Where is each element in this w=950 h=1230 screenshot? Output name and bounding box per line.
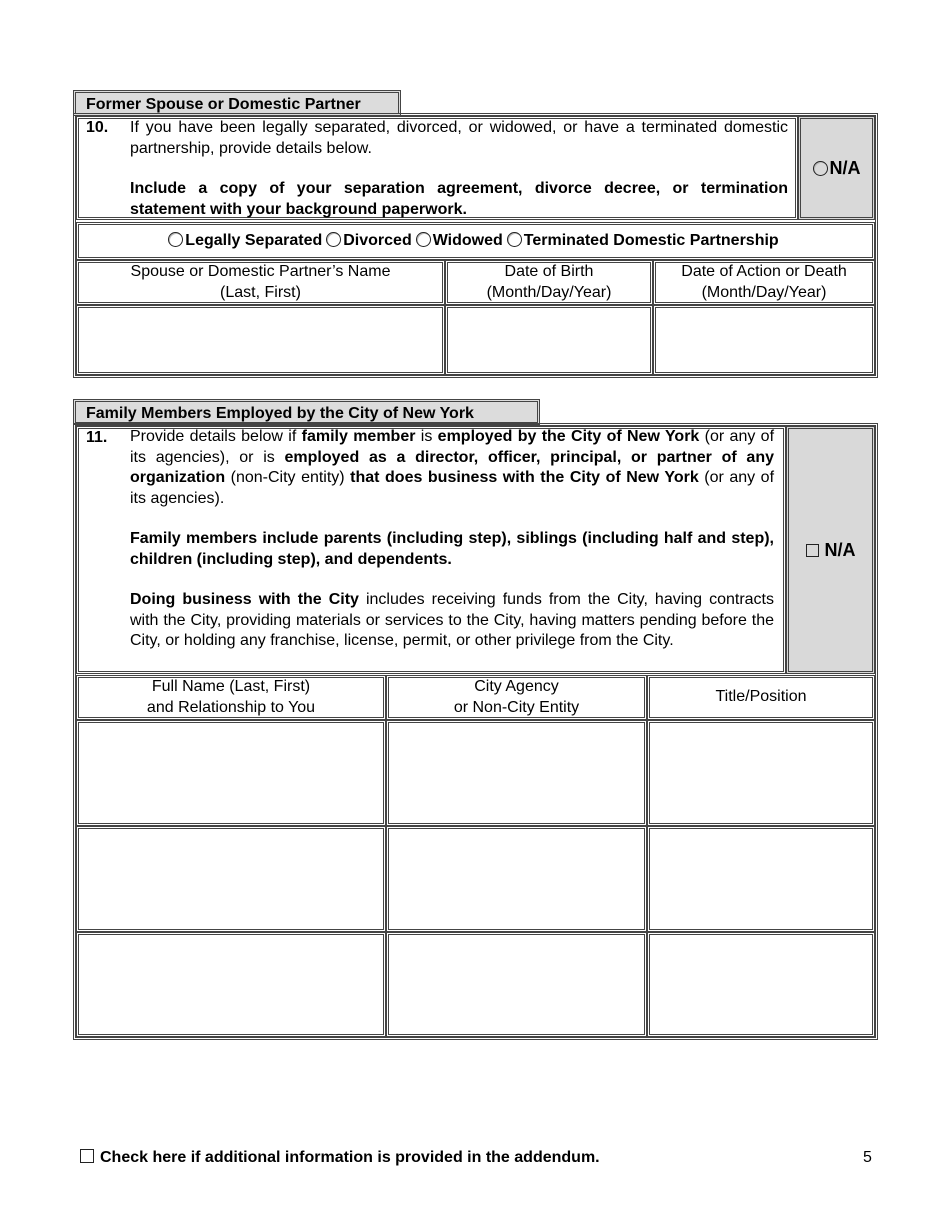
section-10-na-option[interactable] — [798, 116, 875, 220]
family-member-agency-input[interactable] — [386, 932, 647, 1037]
section-11-title: Family Members Employed by the City of New York — [73, 399, 540, 425]
family-member-title-input[interactable] — [647, 720, 875, 826]
radio-icon[interactable] — [326, 232, 341, 247]
date-of-action-input[interactable] — [653, 305, 875, 375]
addendum-label: Check here if additional information is provided in the addendum. — [100, 1149, 600, 1166]
status-option-divorced[interactable]: Divorced — [326, 232, 411, 250]
section-10-na-label: N/A — [829, 157, 861, 178]
section-10-title: Former Spouse or Domestic Partner — [73, 90, 401, 116]
family-member-title-input[interactable] — [647, 826, 875, 932]
section-11-paragraph-1: Provide details below if family member is employed by the City of New York (or any of its agencies), or is employed as a director, officer, principal, or partner of any organization (non-City entity) that does business with the City of New York (or any of its agencies). — [130, 428, 775, 507]
column-header-spouse-name: Spouse or Domestic Partner’s Name (Last, First) — [76, 260, 445, 305]
addendum-check-row[interactable] — [80, 1149, 600, 1167]
addendum-checkbox-icon[interactable] — [80, 1149, 94, 1163]
section-11-number: 11. — [86, 429, 108, 446]
family-member-name-input[interactable] — [76, 720, 386, 826]
family-member-name-input[interactable] — [76, 932, 386, 1037]
section-11-na-option[interactable] — [786, 426, 875, 674]
column-header-city-agency: City Agency or Non-City Entity — [386, 675, 647, 720]
section-10-number: 10. — [86, 119, 109, 136]
section-10-text: If you have been legally separated, divorced, or widowed, or have a terminated domestic partnership, provide details below. — [130, 119, 788, 157]
family-member-name-input[interactable] — [76, 826, 386, 932]
section-11-na-label: N/A — [824, 539, 856, 560]
na-checkbox-icon[interactable] — [806, 544, 819, 557]
column-header-date-of-action: Date of Action or Death (Month/Day/Year) — [653, 260, 875, 305]
family-member-title-input[interactable] — [647, 932, 875, 1037]
spouse-name-input[interactable] — [76, 305, 445, 375]
column-header-date-of-birth: Date of Birth (Month/Day/Year) — [445, 260, 653, 305]
page-number: 5 — [863, 1149, 872, 1166]
column-header-title-position: Title/Position — [647, 675, 875, 720]
status-option-widowed[interactable]: Widowed — [416, 232, 503, 250]
radio-icon[interactable] — [168, 232, 183, 247]
section-10-text-bold: Include a copy of your separation agreement, divorce decree, or termination statement with your background paperwork. — [130, 180, 788, 218]
section-10-status-options — [76, 225, 875, 257]
column-header-full-name: Full Name (Last, First) and Relationship to You — [76, 675, 386, 720]
section-11-instructions — [130, 427, 774, 652]
radio-icon[interactable] — [416, 232, 431, 247]
na-radio-icon[interactable] — [813, 161, 828, 176]
section-11-paragraph-2: Family members include parents (including step), siblings (including half and step), children (including step), and dependents. — [130, 530, 774, 568]
status-option-terminated-domestic-partnership[interactable]: Terminated Domestic Partnership — [507, 232, 779, 250]
section-11-paragraph-3: Doing business with the City includes receiving funds from the City, having contracts with the City, providing materials or services to the City, having matters pending before the City, or holding any franchise, license, permit, or other privilege from the City. — [130, 591, 774, 649]
section-10-instructions — [130, 118, 788, 220]
family-member-agency-input[interactable] — [386, 826, 647, 932]
family-member-agency-input[interactable] — [386, 720, 647, 826]
date-of-birth-input[interactable] — [445, 305, 653, 375]
radio-icon[interactable] — [507, 232, 522, 247]
status-option-legally-separated[interactable]: Legally Separated — [168, 232, 322, 250]
